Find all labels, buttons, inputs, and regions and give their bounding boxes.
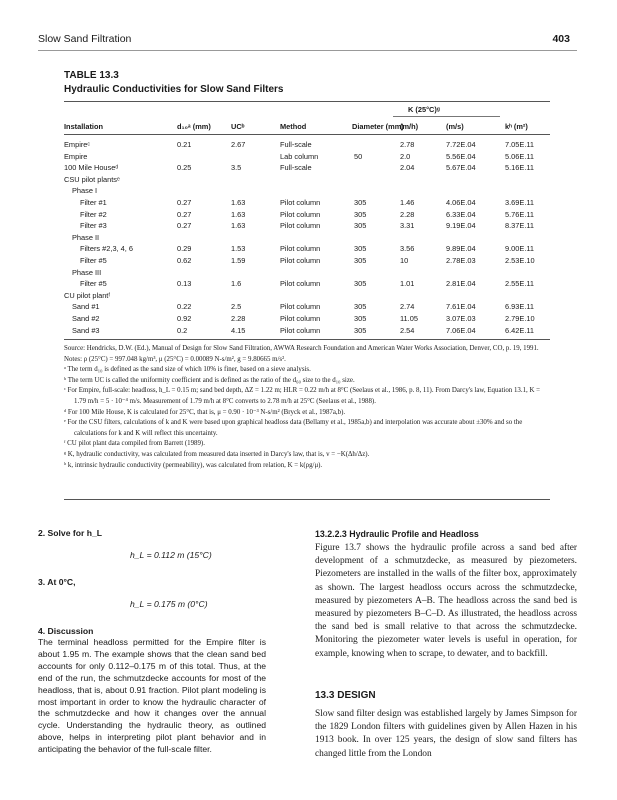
table-cell: 1.6 [231, 279, 242, 289]
table-cell: 0.2 [177, 325, 188, 335]
table-cell: 11.05 [400, 314, 418, 323]
row-label: Sand #3 [72, 325, 100, 335]
column-header: (m/h) [400, 122, 419, 131]
table-title: Hydraulic Conductivities for Slow Sand Filters [64, 84, 284, 95]
table-cell: Pilot column [280, 325, 321, 335]
row-label: Phase I [72, 186, 98, 196]
table-cell: 0.25 [177, 163, 192, 173]
table-cell: 2.78E.03 [446, 256, 476, 265]
table-cell: 2.53E.10 [505, 256, 535, 265]
table-cell: Pilot column [280, 279, 321, 289]
table-cell: 4.15 [231, 325, 246, 335]
table-cell: 5.16E.11 [505, 163, 535, 173]
table-cell: 0.27 [177, 209, 192, 219]
table-cell: 1.63 [231, 221, 246, 231]
table-cell: 1.63 [231, 198, 246, 207]
footnote: ᵃ The term d₁₀ is defined as the sand size of which 10% is finer, based on a sieve analysis. [64, 366, 311, 374]
table-cell: 0.27 [177, 221, 192, 231]
table-cell: 305 [354, 244, 367, 254]
table-cell: 8.37E.11 [505, 221, 535, 231]
table-cell: 4.06E.04 [446, 198, 476, 207]
table-cell: 2.67 [231, 140, 246, 149]
table-cell: 6.42E.11 [505, 325, 535, 335]
table-cell: 2.0 [400, 151, 411, 161]
table-cell: Pilot column [280, 314, 321, 323]
row-label: Sand #1 [72, 302, 100, 312]
notes-bottom-rule [64, 499, 550, 500]
table-cell: 305 [354, 302, 367, 312]
table-cell: 0.22 [177, 302, 192, 312]
row-label: Filter #1 [80, 198, 107, 207]
column-header: UCᵇ [231, 122, 245, 131]
paragraph-design: Slow sand filter design was established largely by James Simpson for the 1829 London filters with guidelines given by Allen Hazen in his 1913 book. In over 125 years, the design of slow sand filters has changed little from the London [315, 709, 577, 759]
table-cell: 1.01 [400, 279, 415, 289]
table-cell: 2.79E.10 [505, 314, 535, 323]
row-label: Phase III [72, 267, 102, 277]
table-cell: 1.53 [231, 244, 246, 254]
table-label: TABLE 13.3 [64, 70, 119, 81]
table-cell: Lab column [280, 151, 319, 161]
table-bottom-rule [64, 339, 550, 340]
footnote: ᵈ For 100 Mile House, K is calculated for 25°C, that is, μ = 0.90 · 10⁻³ N-s/m² (Bryck et al., 1987a,b). [64, 408, 346, 416]
column-header: Diameter (mm) [352, 122, 404, 131]
row-label: Filter #3 [80, 221, 107, 231]
table-cell: Pilot column [280, 209, 321, 219]
table-cell: 6.93E.11 [505, 302, 535, 312]
table-cell: 0.13 [177, 279, 192, 289]
table-notes [64, 344, 550, 471]
table-cell: Full-scale [280, 140, 312, 149]
subsection-title: 13.2.2.3 Hydraulic Profile and Headloss [315, 529, 479, 539]
row-label: CSU pilot plantsᵉ [64, 174, 120, 184]
table-cell: 3.07E.03 [446, 314, 476, 323]
table-cell: 3.31 [400, 221, 415, 231]
table-cell: Pilot column [280, 221, 321, 231]
table-cell: 7.05E.11 [505, 140, 535, 149]
table-cell: 2.5 [231, 302, 242, 312]
table-cell: 5.67E.04 [446, 163, 476, 173]
table-cell: 2.81E.04 [446, 279, 476, 289]
row-label: Filter #5 [80, 279, 107, 289]
table-cell: Pilot column [280, 244, 321, 254]
table-cell: 9.89E.04 [446, 244, 476, 254]
table-cell: 5.56E.04 [446, 151, 476, 161]
k-group-rule [393, 116, 500, 117]
table-cell: 2.04 [400, 163, 415, 173]
column-header: d₁₀ᵃ (mm) [177, 122, 211, 131]
equation-1: h_L = 0.112 m (15°C) [130, 550, 212, 560]
footnote: ᵍ K, hydraulic conductivity, was calculated from measured data inserted in Darcy's law, that is, v = −K(Δh/Δz). [64, 450, 370, 458]
table-cell: 0.92 [177, 314, 192, 323]
table-cell: Pilot column [280, 198, 321, 207]
page-number: 403 [552, 33, 570, 45]
row-label: Filter #5 [80, 256, 107, 265]
equation-2: h_L = 0.175 m (0°C) [130, 599, 208, 609]
table-cell: 3.5 [231, 163, 242, 173]
row-label: Empireᶜ [64, 140, 91, 149]
table-cell: 305 [354, 279, 367, 289]
source-note: Source: Hendricks, D.W. (Ed.), Manual of Design for Slow Sand Filtration, AWWA Research Foundation and American Water Works Association, Denver, CO, p. 19, 1991. [64, 345, 539, 352]
table-cell: 1.59 [231, 256, 246, 265]
table-cell: 6.33E.04 [446, 209, 476, 219]
table-cell: 2.55E.11 [505, 279, 535, 289]
column-header: kʰ (m²) [505, 122, 528, 131]
column-header: (m/s) [446, 122, 464, 131]
table-cell: 5.76E.11 [505, 209, 535, 219]
footnote: ᵉ For the CSU filters, calculations of k and K were based upon graphical headloss data (Bellamy et al., 1985a,b) and interpolation was accurate about ±30% and so the calculations for k and K will reflect this uncertainty. [64, 419, 523, 437]
table-cell: 2.54 [400, 325, 415, 335]
column-header: Installation [64, 122, 104, 131]
table-cell: 0.21 [177, 140, 192, 149]
table-cell: 2.28 [400, 209, 415, 219]
row-label: Filters #2,3, 4, 6 [80, 244, 133, 254]
section-title-design: 13.3 DESIGN [315, 690, 376, 701]
row-label: Empire [64, 151, 88, 161]
table-cell: Pilot column [280, 302, 321, 312]
table-cell: 10 [400, 256, 409, 265]
row-label: Filter #2 [80, 209, 107, 219]
step4-label: 4. Discussion [38, 626, 94, 636]
table-cell: 0.27 [177, 198, 192, 207]
k-group-header: K (25°C)ᵍ [408, 105, 440, 114]
table-cell: 1.46 [400, 198, 415, 207]
table-cell: 7.06E.04 [446, 325, 476, 335]
table-cell: 0.29 [177, 244, 192, 254]
table-cell: 7.72E.04 [446, 140, 476, 149]
table-cell: 50 [354, 151, 363, 161]
row-label: CU pilot plantᶠ [64, 290, 111, 300]
table-cell: 2.28 [231, 314, 246, 323]
table-cell: 7.61E.04 [446, 302, 476, 312]
table-cell: 3.69E.11 [505, 198, 535, 207]
table-cell: 9.00E.11 [505, 244, 535, 254]
footnote: ᶠ CU pilot plant data compiled from Barrett (1989). [64, 440, 205, 448]
table-cell: 305 [354, 198, 367, 207]
table-cell: 2.74 [400, 302, 415, 312]
table-cell: 305 [354, 314, 367, 323]
footnote: ʰ k, intrinsic hydraulic conductivity (permeability), was calculated from relation, K = k(ρg/μ). [64, 461, 323, 469]
table-cell: 305 [354, 325, 367, 335]
discussion-text: The terminal headloss permitted for the Empire filter is about 1.95 m. The example shows that the clean sand bed accounts for only 0.112–0.175 m of this total. Thus, at the end of the run, the schmutzdecke accounts for most of the headloss, that is, about 0.91 fraction. Pilot plant modeling is most important in order to know the hydraulic character of the schmutzdecke and how it changes over the annual cycle. Understanding the hydraulic theory, as outlined above, helps in interpreting pilot plant behavior and in anticipating the behavior of the full-scale filter. [38, 637, 266, 755]
paragraph-hydraulic-profile: Figure 13.7 shows the hydraulic profile across a sand bed after development of a schmutzdecke, as measured by piezometers. Piezometers are installed in the walls of the filter box, approximately as shown. The largest headloss occurs across the schmutzdecke, measured by piezometers A–B. The headloss across the sand bed is measured by piezometers B–C–D. As illustrated, the headloss across the sand bed is small relative to that across the schmutzdecke. Monitoring the piezometer water levels is useful in operation, for example, knowing when to scrape, to dewater, and to backfill. [315, 543, 577, 659]
table-cell: 305 [354, 209, 367, 219]
table-cell: Pilot column [280, 256, 321, 265]
running-title: Slow Sand Filtration [38, 33, 132, 45]
step3-label: 3. At 0°C, [38, 577, 76, 587]
table-top-rule [64, 101, 550, 102]
step2-label: 2. Solve for h_L [38, 528, 102, 538]
table-cell: 2.78 [400, 140, 415, 149]
footnotes [64, 365, 550, 471]
table-cell: 5.06E.11 [505, 151, 535, 161]
table-cell: 305 [354, 256, 367, 265]
constants-note: Notes: ρ (25°C) = 997.048 kg/m³, μ (25°C) = 0.00089 N-s/m², g = 9.80665 m/s². [64, 355, 286, 363]
table-cell: 3.56 [400, 244, 415, 254]
header-bottom-rule [64, 134, 550, 135]
table-cell: 305 [354, 221, 367, 231]
table-cell: 0.62 [177, 256, 192, 265]
header-rule [38, 50, 577, 51]
footnote: ᵇ The term UC is called the uniformity coefficient and is defined as the ratio of the d₆₀ size to the d₁₀ size. [64, 376, 355, 384]
row-label: Phase II [72, 232, 100, 242]
table-cell: 9.19E.04 [446, 221, 476, 231]
row-label: 100 Mile Houseᵈ [64, 163, 119, 173]
footnote: ᶜ For Empire, full-scale: headloss, h_L = 0.15 m; sand bed depth, ΔZ = 1.22 m; HLR = 0.22 m/h at 8°C (Seelaus et al., 1986, p. 8, 11). From Darcy's law, Equation 13.1, K = 1.79 m/h = 5 · 10⁻⁴ m/s. Measurement of 1.79 m/h at 8°C converts to 2.78 m/h at 25°C (Seelaus et al., 1988). [64, 387, 541, 405]
row-label: Sand #2 [72, 314, 100, 323]
table-cell: 1.63 [231, 209, 246, 219]
table-cell: Full-scale [280, 163, 312, 173]
column-header: Method [280, 122, 307, 131]
